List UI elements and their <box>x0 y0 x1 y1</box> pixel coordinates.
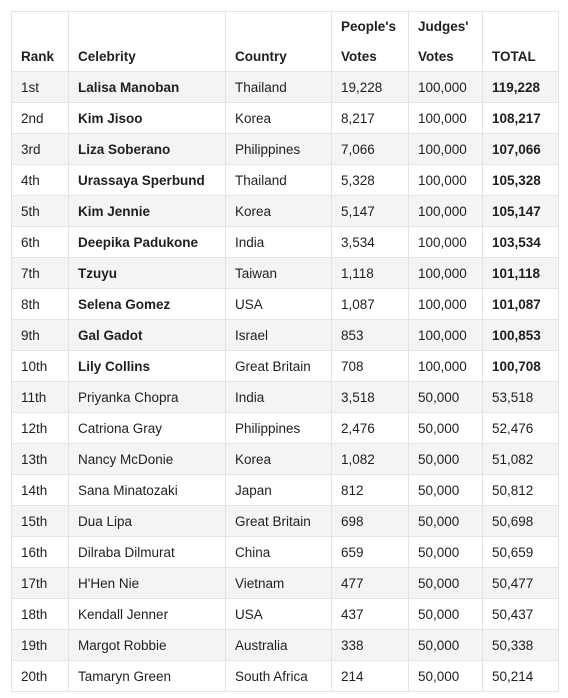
cell-people-votes: 1,087 <box>332 289 409 320</box>
table-row <box>12 227 559 258</box>
cell-celebrity: Dua Lipa <box>69 506 226 537</box>
table-body <box>12 72 559 692</box>
table-row <box>12 289 559 320</box>
cell-judges-votes: 100,000 <box>409 258 483 289</box>
cell-celebrity: Priyanka Chopra <box>69 382 226 413</box>
header-row-bottom <box>12 41 559 72</box>
cell-judges-votes: 50,000 <box>409 630 483 661</box>
cell-total: 101,087 <box>483 289 559 320</box>
cell-judges-votes: 100,000 <box>409 165 483 196</box>
header-total: TOTAL <box>483 41 559 72</box>
table-row <box>12 320 559 351</box>
cell-total: 108,217 <box>483 103 559 134</box>
cell-people-votes: 1,082 <box>332 444 409 475</box>
cell-people-votes: 708 <box>332 351 409 382</box>
cell-country: Thailand <box>226 72 332 103</box>
cell-total: 103,534 <box>483 227 559 258</box>
cell-people-votes: 8,217 <box>332 103 409 134</box>
table-row <box>12 444 559 475</box>
cell-total: 50,659 <box>483 537 559 568</box>
cell-rank: 20th <box>12 661 69 692</box>
header-people-votes: Votes <box>332 41 409 72</box>
cell-rank: 6th <box>12 227 69 258</box>
cell-judges-votes: 100,000 <box>409 196 483 227</box>
cell-judges-votes: 100,000 <box>409 72 483 103</box>
table-row <box>12 537 559 568</box>
cell-judges-votes: 50,000 <box>409 413 483 444</box>
cell-people-votes: 338 <box>332 630 409 661</box>
table-header <box>12 12 559 72</box>
cell-country: China <box>226 537 332 568</box>
cell-rank: 8th <box>12 289 69 320</box>
cell-country: Philippines <box>226 134 332 165</box>
cell-rank: 17th <box>12 568 69 599</box>
cell-country: USA <box>226 289 332 320</box>
cell-celebrity: Sana Minatozaki <box>69 475 226 506</box>
cell-country: Taiwan <box>226 258 332 289</box>
cell-total: 101,118 <box>483 258 559 289</box>
cell-celebrity: Liza Soberano <box>69 134 226 165</box>
header-rank: Rank <box>12 41 69 72</box>
cell-judges-votes: 50,000 <box>409 444 483 475</box>
cell-total: 50,477 <box>483 568 559 599</box>
cell-people-votes: 5,147 <box>332 196 409 227</box>
header-top-judges-votes: Judges' <box>409 12 483 42</box>
header-top-celebrity <box>69 12 226 42</box>
cell-total: 107,066 <box>483 134 559 165</box>
cell-celebrity: Catriona Gray <box>69 413 226 444</box>
table-row <box>12 413 559 444</box>
cell-total: 119,228 <box>483 72 559 103</box>
table-row <box>12 475 559 506</box>
cell-judges-votes: 50,000 <box>409 382 483 413</box>
cell-people-votes: 19,228 <box>332 72 409 103</box>
cell-rank: 15th <box>12 506 69 537</box>
cell-total: 51,082 <box>483 444 559 475</box>
table-row <box>12 568 559 599</box>
table-row <box>12 258 559 289</box>
cell-celebrity: Lalisa Manoban <box>69 72 226 103</box>
cell-judges-votes: 50,000 <box>409 475 483 506</box>
cell-celebrity: Lily Collins <box>69 351 226 382</box>
header-top-rank <box>12 12 69 42</box>
cell-judges-votes: 50,000 <box>409 506 483 537</box>
cell-total: 50,437 <box>483 599 559 630</box>
results-table <box>11 11 559 692</box>
cell-celebrity: Tamaryn Green <box>69 661 226 692</box>
header-top-people-votes: People's <box>332 12 409 42</box>
table-row <box>12 630 559 661</box>
cell-total: 50,338 <box>483 630 559 661</box>
cell-judges-votes: 50,000 <box>409 568 483 599</box>
cell-rank: 4th <box>12 165 69 196</box>
cell-country: Japan <box>226 475 332 506</box>
cell-people-votes: 698 <box>332 506 409 537</box>
cell-celebrity: Gal Gadot <box>69 320 226 351</box>
cell-country: Vietnam <box>226 568 332 599</box>
cell-people-votes: 812 <box>332 475 409 506</box>
cell-celebrity: H'Hen Nie <box>69 568 226 599</box>
cell-judges-votes: 100,000 <box>409 320 483 351</box>
cell-people-votes: 477 <box>332 568 409 599</box>
cell-people-votes: 3,534 <box>332 227 409 258</box>
cell-celebrity: Dilraba Dilmurat <box>69 537 226 568</box>
cell-total: 100,853 <box>483 320 559 351</box>
cell-country: USA <box>226 599 332 630</box>
cell-total: 105,147 <box>483 196 559 227</box>
cell-judges-votes: 100,000 <box>409 134 483 165</box>
table-row <box>12 196 559 227</box>
cell-country: Korea <box>226 196 332 227</box>
cell-rank: 19th <box>12 630 69 661</box>
cell-country: Korea <box>226 103 332 134</box>
cell-country: Israel <box>226 320 332 351</box>
cell-rank: 7th <box>12 258 69 289</box>
cell-people-votes: 2,476 <box>332 413 409 444</box>
header-country: Country <box>226 41 332 72</box>
cell-rank: 13th <box>12 444 69 475</box>
cell-rank: 14th <box>12 475 69 506</box>
cell-total: 53,518 <box>483 382 559 413</box>
cell-country: Great Britain <box>226 506 332 537</box>
table-row <box>12 165 559 196</box>
header-top-total <box>483 12 559 42</box>
cell-people-votes: 214 <box>332 661 409 692</box>
cell-total: 52,476 <box>483 413 559 444</box>
cell-judges-votes: 100,000 <box>409 227 483 258</box>
cell-rank: 10th <box>12 351 69 382</box>
cell-celebrity: Kim Jisoo <box>69 103 226 134</box>
table-row <box>12 506 559 537</box>
cell-people-votes: 5,328 <box>332 165 409 196</box>
cell-celebrity: Kim Jennie <box>69 196 226 227</box>
table-row <box>12 351 559 382</box>
cell-people-votes: 1,118 <box>332 258 409 289</box>
table-row <box>12 103 559 134</box>
cell-country: Korea <box>226 444 332 475</box>
cell-country: South Africa <box>226 661 332 692</box>
cell-people-votes: 659 <box>332 537 409 568</box>
header-top-country <box>226 12 332 42</box>
cell-rank: 1st <box>12 72 69 103</box>
cell-celebrity: Margot Robbie <box>69 630 226 661</box>
cell-total: 50,812 <box>483 475 559 506</box>
cell-rank: 5th <box>12 196 69 227</box>
cell-celebrity: Kendall Jenner <box>69 599 226 630</box>
cell-country: Philippines <box>226 413 332 444</box>
table-row <box>12 382 559 413</box>
cell-judges-votes: 50,000 <box>409 661 483 692</box>
cell-celebrity: Tzuyu <box>69 258 226 289</box>
table-row <box>12 72 559 103</box>
cell-rank: 9th <box>12 320 69 351</box>
cell-country: India <box>226 227 332 258</box>
cell-country: India <box>226 382 332 413</box>
cell-total: 50,214 <box>483 661 559 692</box>
header-row-top <box>12 12 559 42</box>
cell-rank: 11th <box>12 382 69 413</box>
cell-judges-votes: 100,000 <box>409 103 483 134</box>
cell-judges-votes: 50,000 <box>409 599 483 630</box>
cell-celebrity: Urassaya Sperbund <box>69 165 226 196</box>
cell-rank: 16th <box>12 537 69 568</box>
cell-people-votes: 853 <box>332 320 409 351</box>
cell-celebrity: Selena Gomez <box>69 289 226 320</box>
cell-country: Thailand <box>226 165 332 196</box>
cell-celebrity: Deepika Padukone <box>69 227 226 258</box>
header-judges-votes: Votes <box>409 41 483 72</box>
cell-judges-votes: 50,000 <box>409 537 483 568</box>
cell-people-votes: 3,518 <box>332 382 409 413</box>
results-table-container <box>11 11 558 690</box>
cell-total: 105,328 <box>483 165 559 196</box>
cell-country: Great Britain <box>226 351 332 382</box>
cell-rank: 12th <box>12 413 69 444</box>
table-row <box>12 134 559 165</box>
cell-judges-votes: 100,000 <box>409 289 483 320</box>
cell-people-votes: 437 <box>332 599 409 630</box>
cell-rank: 18th <box>12 599 69 630</box>
cell-total: 50,698 <box>483 506 559 537</box>
cell-country: Australia <box>226 630 332 661</box>
header-celebrity: Celebrity <box>69 41 226 72</box>
cell-total: 100,708 <box>483 351 559 382</box>
table-row <box>12 599 559 630</box>
table-row <box>12 661 559 692</box>
cell-people-votes: 7,066 <box>332 134 409 165</box>
cell-celebrity: Nancy McDonie <box>69 444 226 475</box>
cell-rank: 2nd <box>12 103 69 134</box>
cell-judges-votes: 100,000 <box>409 351 483 382</box>
cell-rank: 3rd <box>12 134 69 165</box>
